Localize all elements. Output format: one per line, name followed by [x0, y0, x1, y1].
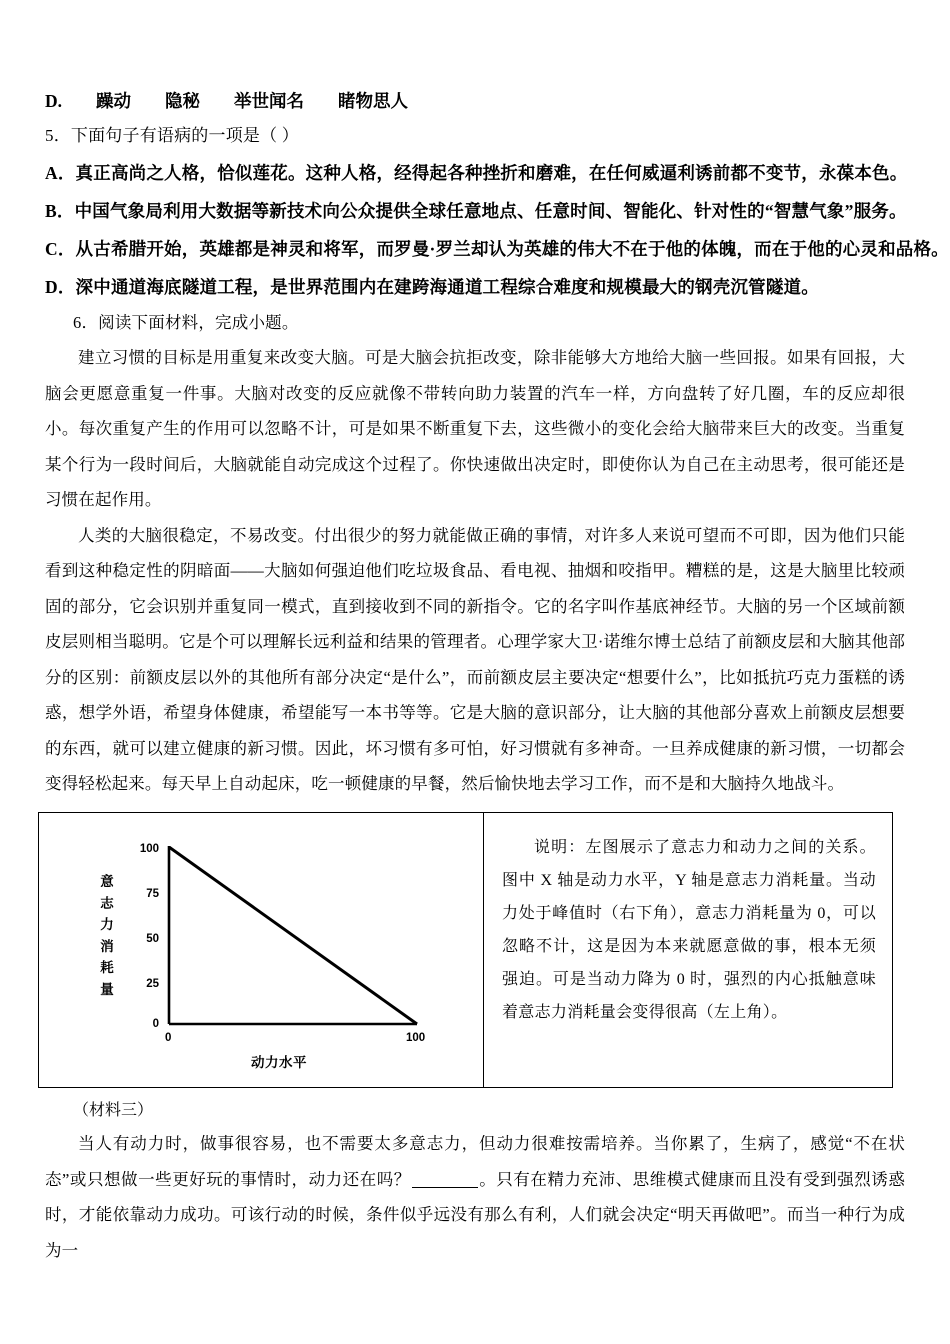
question5-option-a-label: A． — [45, 163, 76, 183]
question4-option-d-item-3: 睹物思人 — [338, 91, 409, 111]
chart-ytick-50: 50 — [146, 933, 159, 945]
question6-paragraph-2: 人类的大脑很稳定，不易改变。付出很少的努力就能做正确的事情，对许多人来说可望而不可即，因为他们只能看到这种稳定性的阴暗面——大脑如何强迫他们吃垃圾食品、看电视、抽烟和咬指甲。糟糕的是，这是大脑里比较顽固的部分，它会识别并重复同一模式，直到接收到不同的新指令。它的名字叫作基底神经节。大脑的另一个区域前额皮层则相当聪明。它是个可以理解长远利益和结果的管理者。心理学家大卫·诺维尔博士总结了前额皮层和大脑其他部分的区别：前额皮层以外的其他所有部分决定“是什么”，而前额皮层主要决定“想要什么”，比如抵抗巧克力蛋糕的诱惑，想学外语，希望身体健康，希望能写一本书等等。它是大脑的意识部分，让大脑的其他部分喜欢上前额皮层想要的东西，就可以建立健康的新习惯。因此，坏习惯有多可怕，好习惯就有多神奇。一旦养成健康的新习惯，一切都会变得轻松起来。每天早上自动起床，吃一顿健康的早餐，然后愉快地去学习工作，而不是和大脑持久地战斗。 — [45, 525, 905, 793]
figure-chart-cell — [39, 813, 484, 1087]
question5-option-d-text: 深中通道海底隧道工程，是世界范围内在建跨海通道工程综合难度和规模最大的钢壳沉管隧道。 — [75, 277, 819, 297]
question4-option-d-item-0: 躁动 — [96, 91, 132, 111]
chart-ylabel: 意 志 力 消 耗 量 — [100, 874, 114, 997]
question5-option-a-text: 真正高尚之人格，恰似莲花。这种人格，经得起各种挫折和磨难，在任何威逼利诱前都不变节，永葆本色。 — [75, 163, 908, 183]
material3-text-after-blank: 。只有在精力充沛、思维模式健康而且没有受到强烈诱惑时，才能依靠动力成功。可该行动的时候，条件似乎远没有那么有利，人们就会决定“明天再做吧”。而当一种行为成为一 — [45, 1169, 906, 1260]
figure-note-text: 说明：左图展示了意志力和动力之间的关系。图中 X 轴是动力水平，Y 轴是意志力消耗量。当动力处于峰值时（右下角），意志力消耗量为 0，可以忽略不计，这是因为本来就愿意做的事，根本无须强迫。可是当动力降为 0 时，强烈的内心抵触意味着意志力消耗量会变得很高（左上角）。 — [502, 839, 876, 1021]
question4-option-d-item-2: 举世闻名 — [234, 91, 305, 111]
question5-stem-text: 下面句子有语病的一项是（ ） — [70, 126, 299, 145]
question5-stem — [45, 118, 905, 154]
chart-ytick-25: 25 — [146, 978, 159, 990]
question6-paragraph-1: 建立习惯的目标是用重复来改变大脑。可是大脑会抗拒改变，除非能够大方地给大脑一些回报。如果有回报，大脑会更愿意重复一件事。大脑对改变的反应就像不带转向助力装置的汽车一样，方向盘转了好几圈，车的反应却很小。每次重复产生的作用可以忽略不计，可是如果不断重复下去，这些微小的变化会给大脑带来巨大的改变。当重复某个行为一段时间后，大脑就能自动完成这个过程了。你快速做出决定时，即使你认为自己在主动思考，很可能还是习惯在起作用。 — [45, 348, 905, 509]
figure-table — [38, 812, 893, 1088]
question5-option-c[interactable] — [45, 230, 949, 268]
question6-stem: 6．阅读下面材料，完成小题。 — [73, 313, 299, 332]
material3-block — [45, 1096, 905, 1268]
chart-ytick-75: 75 — [146, 888, 159, 900]
question4-option-d-label: D. — [45, 91, 63, 111]
material3-source-label: （材料三） — [73, 1102, 154, 1119]
question4-option-d-item-1: 隐秘 — [165, 91, 201, 111]
question5-option-b-label: B． — [45, 201, 75, 221]
material3-paragraph — [45, 1126, 905, 1268]
question5-option-d-label: D． — [45, 277, 76, 297]
chart-xlabel: 动力水平 — [251, 1055, 307, 1070]
question5-number: 5． — [45, 126, 71, 145]
question5-option-a[interactable] — [45, 154, 908, 192]
question5-option-b-text: 中国气象局利用大数据等新技术向公众提供全球任意地点、任意时间、智能化、针对性的“智慧气象”服务。 — [74, 201, 907, 221]
question5-option-c-label: C． — [45, 239, 76, 259]
chart-xtick-0: 0 — [165, 1032, 172, 1044]
question5-option-d[interactable] — [45, 268, 905, 306]
figure-note-cell — [484, 813, 892, 1087]
willpower-motivation-chart — [39, 813, 483, 1087]
chart-ytick-100: 100 — [139, 843, 159, 855]
material3-text-before-blank: 当人有动力时，做事很容易，也不需要太多意志力，但动力很难按需培养。当你累了，生病了，感觉“不在状态”或只想做一些更好玩的事情时，动力还在吗？ — [45, 1134, 905, 1189]
chart-ytick-0: 0 — [152, 1018, 159, 1030]
chart-plot — [167, 846, 467, 1046]
question5-option-c-text: 从古希腊开始，英雄都是神灵和将军，而罗曼·罗兰却认为英雄的伟大不在于他的体魄，而在于他的心灵和品格。 — [75, 239, 949, 259]
question4-option-d — [45, 84, 905, 118]
material3-answer-blank[interactable] — [412, 1187, 478, 1188]
page-content — [45, 84, 949, 802]
question5-option-b[interactable] — [45, 192, 905, 230]
chart-xtick-100: 100 — [406, 1032, 426, 1044]
